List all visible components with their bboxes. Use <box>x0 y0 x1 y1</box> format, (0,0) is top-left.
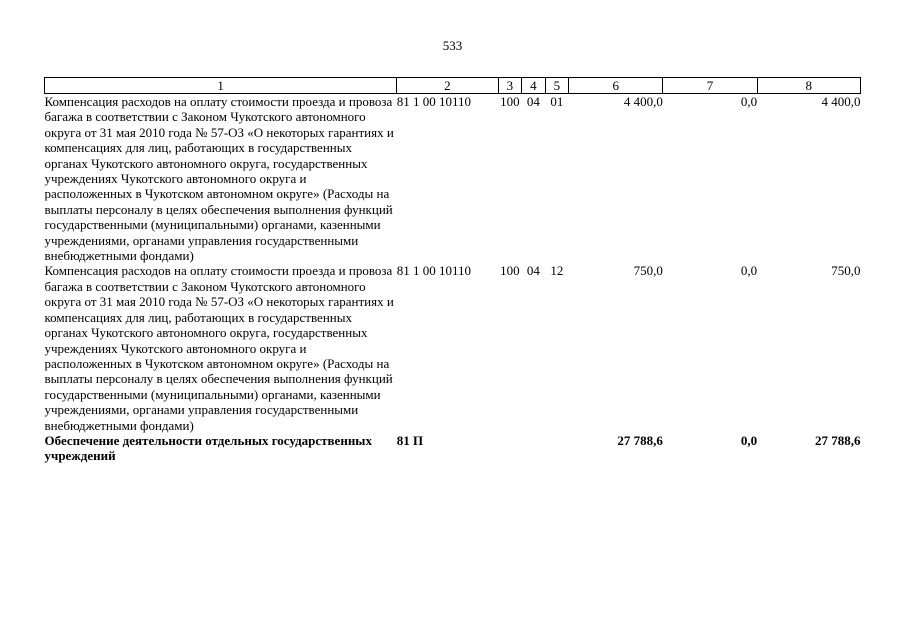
section-code: 04 <box>526 263 540 279</box>
header-cell-1: 1 <box>45 78 397 94</box>
amount-col-8: 750,0 <box>831 263 861 279</box>
amount-col-8: 27 788,6 <box>815 432 861 448</box>
row-name: Компенсация расходов на оплату стоимости проезда и провоза багажа в соответствии с Законом Чукотского автономного округа от 31 мая 2010 года № 57-ОЗ «О некоторых гарантиях и компенсациях для лиц, работающих в государственных органах Чукотского автономного округа, государственных учреждениях Чукотского автономного округа и расположенных в Чукотском автономном округе» (Расходы на выплаты персоналу в целях обеспечения выполнения функций государственными (муниципальными) органами, казенными учреждениями, органами управления государственными внебюджетными фондами) <box>44 263 394 433</box>
amount-col-7: 0,0 <box>740 94 758 109</box>
budget-table <box>44 77 861 464</box>
page-number: 533 <box>442 38 463 53</box>
header-cell-6: 6 <box>569 78 663 94</box>
table-row-total <box>45 433 861 464</box>
header-cell-4: 4 <box>522 78 546 94</box>
row-name: Компенсация расходов на оплату стоимости проезда и провоза багажа в соответствии с Законом Чукотского автономного округа от 31 мая 2010 года № 57-ОЗ «О некоторых гарантиях и компенсациях для лиц, работающих в государственных органах Чукотского автономного округа, государственных учреждениях Чукотского автономного округа и расположенных в Чукотском автономном округе» (Расходы на выплаты персоналу в целях обеспечения выполнения функций государственными (муниципальными) органами, казенными учреждениями, органами управления государственными внебюджетными фондами) <box>44 94 394 264</box>
header-cell-2: 2 <box>397 78 498 94</box>
section-code <box>522 433 546 464</box>
expense-type-code: 100 <box>500 94 520 109</box>
subsection-code: 12 <box>550 263 564 279</box>
table-header-row <box>45 78 861 94</box>
amount-col-7: 0,0 <box>740 432 758 448</box>
target-article-code: 81 1 00 10110 <box>396 94 471 109</box>
target-article-code: 81 П <box>396 432 424 448</box>
expense-type-code: 100 <box>500 263 520 279</box>
target-article-code: 81 1 00 10110 <box>396 263 471 279</box>
subsection-code: 01 <box>550 94 564 109</box>
section-code: 04 <box>526 94 540 109</box>
header-cell-7: 7 <box>663 78 757 94</box>
amount-col-6: 27 788,6 <box>617 432 663 448</box>
row-name: Обеспечение деятельности отдельных государственных учреждений <box>44 432 372 464</box>
amount-col-6: 750,0 <box>633 263 663 279</box>
header-cell-3: 3 <box>498 78 522 94</box>
header-cell-8: 8 <box>757 78 860 94</box>
amount-col-7: 0,0 <box>740 263 758 279</box>
subsection-code <box>545 433 569 464</box>
table-row <box>45 94 861 264</box>
expense-type-code <box>498 433 522 464</box>
amount-col-8: 4 400,0 <box>821 94 861 109</box>
header-cell-5: 5 <box>545 78 569 94</box>
table-row <box>45 263 861 432</box>
amount-col-6: 4 400,0 <box>623 94 663 109</box>
